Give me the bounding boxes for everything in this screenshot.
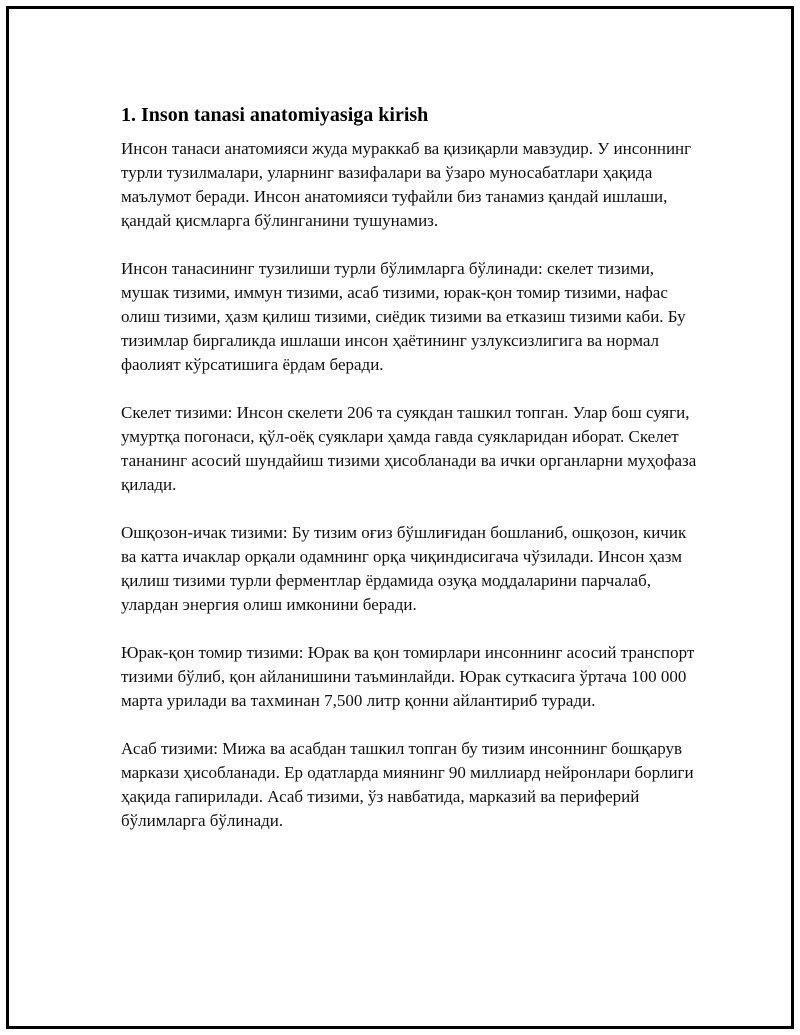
document-body [121,101,699,857]
section-heading: 1. Inson tanasi anatomiyasiga kirish [121,104,429,126]
paragraph-cardiovascular-system: Юрак-қон томир тизими: Юрак ва қон томирлари инсоннинг асосий транспорт тизими бўлиб, қон айланишини таъминлайди. Юрак суткасига ўртача 100 000 марта урилади ва тахминан 7,500 литр қонни айлантириб туради. [121,643,695,710]
page-frame [6,6,794,1029]
paragraph-digestive-system: Ошқозон-ичак тизими: Бу тизим оғиз бўшлиғидан бошланиб, ошқозон, кичик ва катта ичаклар орқали одамнинг орқа чиқиндисигача чўзилади. Инсон ҳазм қилиш тизими турли ферментлар ёрдамида озуқа моддаларини парчалаб, улардан энергия олиш имконини беради. [121,523,687,614]
paragraph-intro: Инсон танаси анатомияси жуда мураккаб ва қизиқарли мавзудир. У инсоннинг турли тузилмалари, уларнинг вазифалари ва ўзаро муносабатлари ҳақида маълумот беради. Инсон анатомияси туфайли биз танамиз қандай ишлаши, қандай қисмларга бўлинганини тушунамиз. [121,139,692,230]
paragraph-body-systems: Инсон танасининг тузилиши турли бўлимларга бўлинади: скелет тизими, мушак тизими, иммун тизими, асаб тизими, юрак-қон томир тизими, нафас олиш тизими, ҳазм қилиш тизими, сиёдик тизими ва етказиш тизими каби. Бу тизимлар биргаликда ишлаши инсон ҳаётининг узлуксизлигига ва нормал фаолият кўрсатишига ёрдам беради. [121,259,686,374]
paragraph-nervous-system: Асаб тизими: Мижа ва асабдан ташкил топган бу тизим инсоннинг бошқарув маркази ҳисобланади. Ер одатларда миянинг 90 миллиард нейронлари борлиги ҳақида гапирилади. Асаб тизими, ўз навбатида, марказий ва периферий бўлимларга бўлинади. [121,739,694,830]
paragraph-skeletal-system: Скелет тизими: Инсон скелети 206 та суякдан ташкил топган. Улар бош суяги, умуртқа погонаси, қўл-оёқ суяклари ҳамда гавда суякларидан иборат. Скелет тананинг асосий шундайиш тизими ҳисобланади ва ички органларни муҳофаза қилади. [121,403,697,494]
